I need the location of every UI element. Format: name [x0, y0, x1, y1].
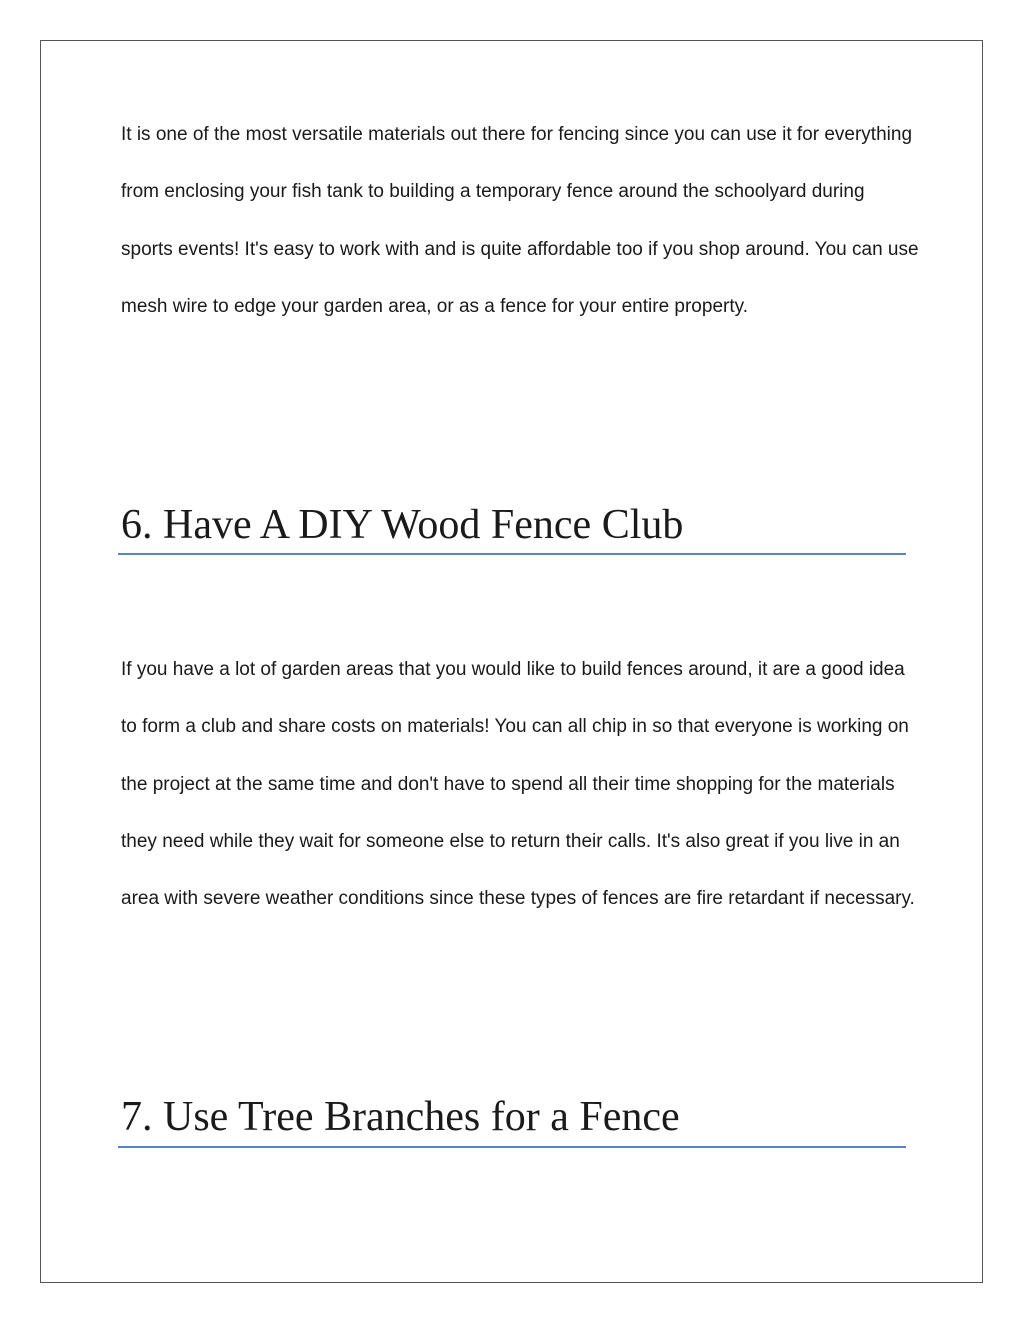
body-paragraph-fence-club: If you have a lot of garden areas that you would like to build fences around, it are a good idea to form a club and share costs on materials! You can all chip in so that everyone is working on the project at the same time and don't have to spend all their time shopping for the materials they need while they wait for someone else to return their calls. It's also great if you live in an area with severe weather conditions since these types of fences are fire retardant if necessary. — [121, 659, 915, 910]
body-paragraph-mesh-wire: It is one of the most versatile materials out there for fencing since you can use it for everything from enclosing your fish tank to building a temporary fence around the schoolyard during sports events! It's easy to work with and is quite affordable too if you shop around. You can use mesh wire to edge your garden area, or as a fence for your entire property. — [121, 124, 919, 317]
heading-underline — [118, 553, 906, 555]
section-heading-tree-branches: 7. Use Tree Branches for a Fence — [121, 1094, 680, 1140]
section-heading-diy-wood-fence-club: 6. Have A DIY Wood Fence Club — [121, 502, 684, 548]
heading-underline — [118, 1146, 906, 1148]
